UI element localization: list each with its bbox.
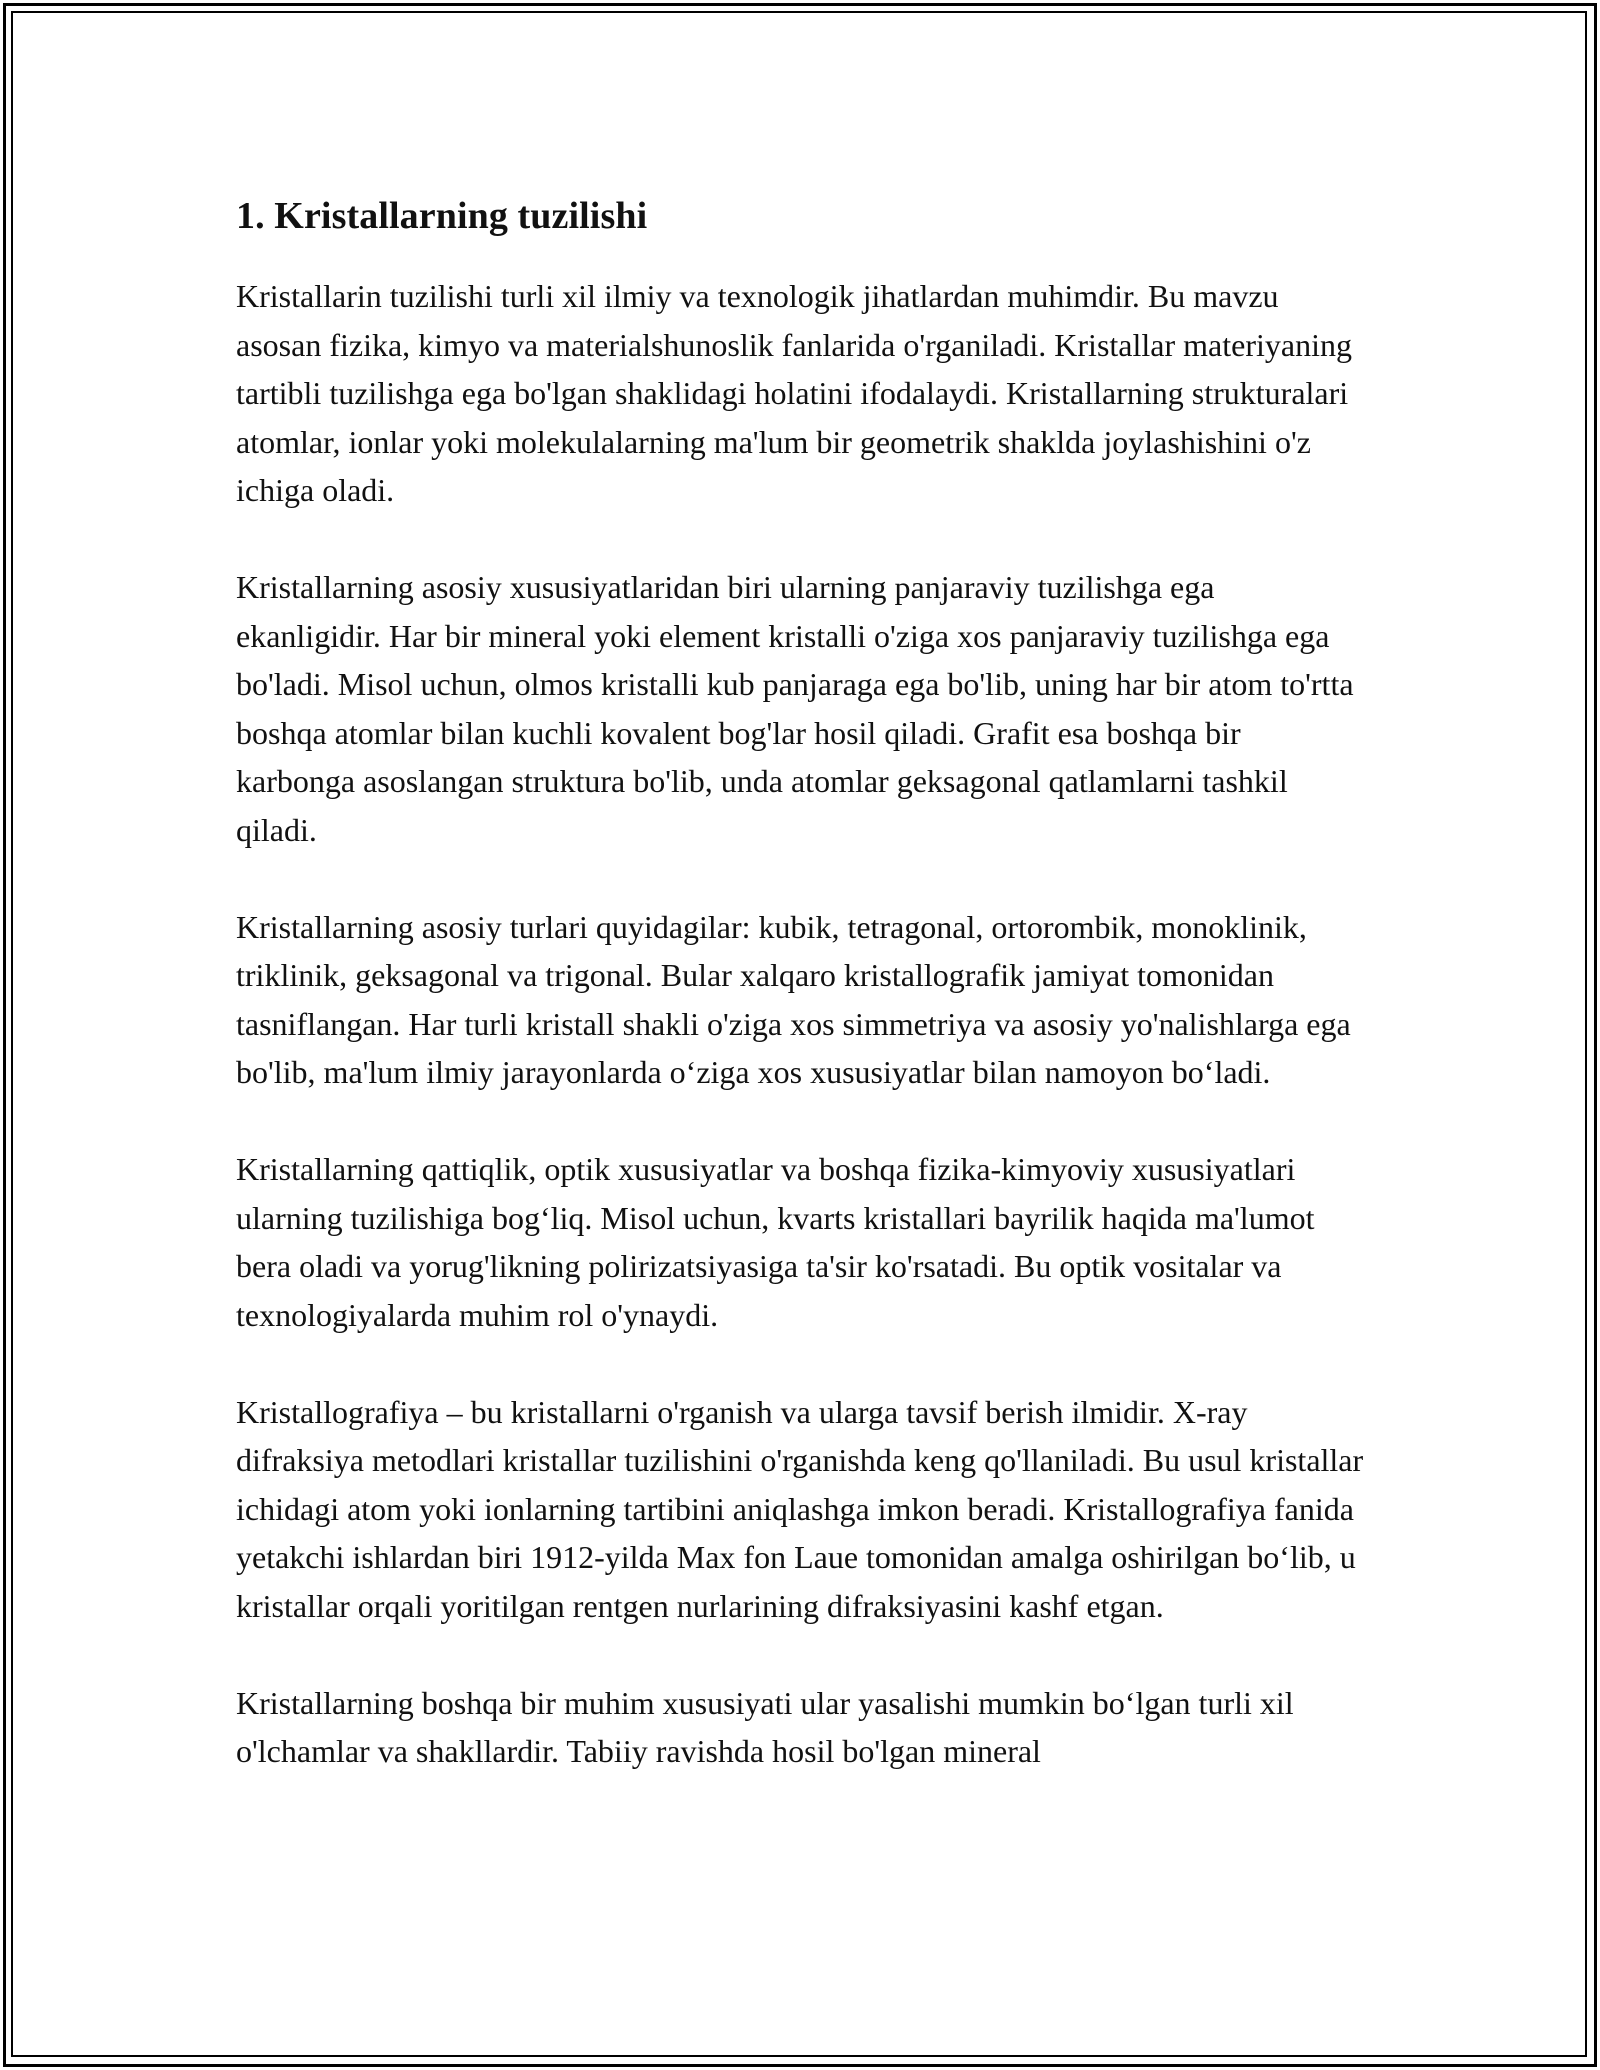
paragraph-5: Kristallografiya – bu kristallarni o'rganish va ularga tavsif berish ilmidir. X-ray difraksiya metodlari kristallar tuzilishini o'rganishda keng qo'llaniladi. Bu usul kristallar ichidagi atom yoki ionlarning tartibini aniqlashga imkon beradi. Kristallografiya fanida yetakchi ishlardan biri 1912-yilda Max fon Laue tomonidan amalga oshirilgan bo‘lib, u kristallar orqali yoritilgan rentgen nurlarining difraksiyasini kashf etgan.	[236, 1393, 1364, 1624]
document-body	[236, 188, 1366, 1776]
paragraph-2: Kristallarning asosiy xususiyatlaridan biri ularning panjaraviy tuzilishga ega ekanligidir. Har bir mineral yoki element kristalli o'ziga xos panjaraviy tuzilishga ega bo'ladi. Misol uchun, olmos kristalli kub panjaraga ega bo'lib, uning har bir atom to'rtta boshqa atomlar bilan kuchli kovalent bog'lar hosil qiladi. Grafit esa boshqa bir karbonga asoslangan struktura bo'lib, unda atomlar geksagonal qatlamlarni tashkil qiladi.	[236, 569, 1354, 848]
paragraph-1: Kristallarin tuzilishi turli xil ilmiy va texnologik jihatlardan muhimdir. Bu mavzu asosan fizika, kimyo va materialshunoslik fanlarida o'rganiladi. Kristallar materiyaning tartibli tuzilishga ega bo'lgan shaklidagi holatini ifodalaydi. Kristallarning strukturalari atomlar, ionlar yoki molekulalarning ma'lum bir geometrik shaklda joylashishini o'z ichiga oladi.	[236, 278, 1352, 508]
paragraph-4: Kristallarning qattiqlik, optik xususiyatlar va boshqa fizika-kimyoviy xususiyatlari ularning tuzilishiga bog‘liq. Misol uchun, kvarts kristallari bayrilik haqida ma'lumot bera oladi va yorug'likning polirizatsiyasiga ta'sir ko'rsatadi. Bu optik vositalar va texnologiyalarda muhim rol o'ynaydi.	[236, 1151, 1315, 1333]
section-heading: 1. Kristallarning tuzilishi	[236, 195, 648, 237]
paragraph-6: Kristallarning boshqa bir muhim xususiyati ular yasalishi mumkin bo‘lgan turli xil o'lchamlar va shakllardir. Tabiiy ravishda hosil bo'lgan mineral	[236, 1684, 1294, 1769]
paragraph-3: Kristallarning asosiy turlari quyidagilar: kubik, tetragonal, ortorombik, monoklinik, triklinik, geksagonal va trigonal. Bular xalqaro kristallografik jamiyat tomonidan tasniflangan. Har turli kristall shakli o'ziga xos simmetriya va asosiy yo'nalishlarga ega bo'lib, ma'lum ilmiy jarayonlarda o‘ziga xos xususiyatlar bilan namoyon bo‘ladi.	[236, 908, 1351, 1090]
